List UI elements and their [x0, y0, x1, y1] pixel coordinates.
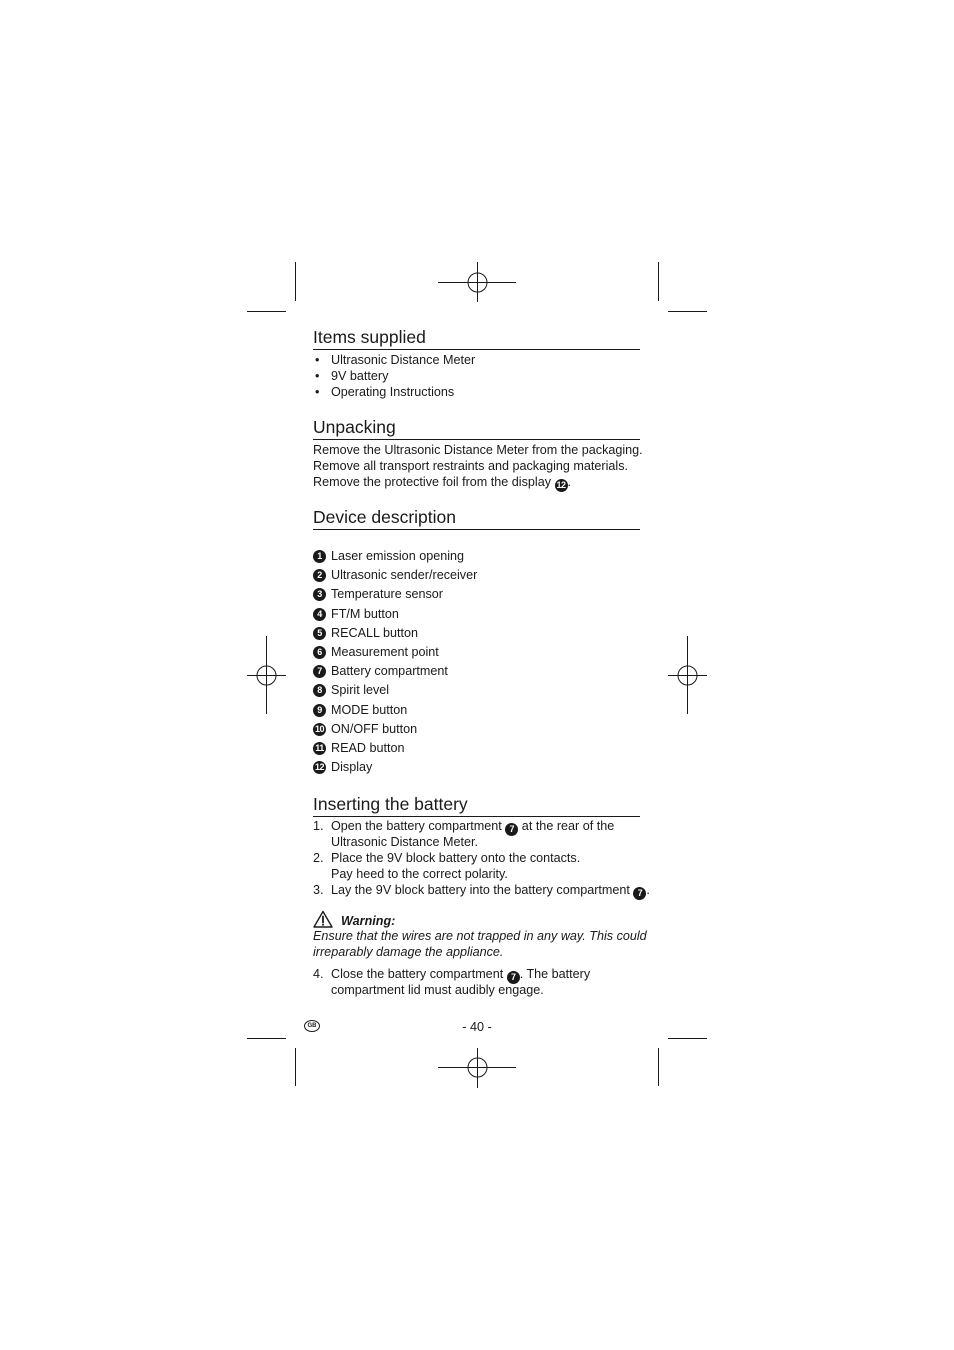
- part-label: Ultrasonic sender/receiver: [331, 568, 478, 583]
- items-supplied-list-block: [313, 352, 640, 400]
- list-item: [313, 739, 640, 758]
- step-3: [313, 882, 650, 898]
- step-text: . The battery: [519, 967, 591, 981]
- list-item: [313, 758, 640, 777]
- part-number-badge: 1: [313, 550, 326, 563]
- part-number-badge: 3: [313, 588, 326, 601]
- part-number-badge: 5: [313, 627, 326, 640]
- inserting-battery-heading: Inserting the battery: [313, 793, 640, 817]
- part-number-badge: 4: [313, 608, 326, 621]
- list-item: [313, 662, 640, 681]
- list-item: [313, 624, 640, 643]
- items-supplied-list: [313, 352, 640, 400]
- part-number-badge: 7: [313, 665, 326, 678]
- part-number-badge: 2: [313, 569, 326, 582]
- part-number-badge: 8: [313, 684, 326, 697]
- part-number-badge: 10: [314, 723, 324, 734]
- list-item: [313, 547, 640, 566]
- step-text: Place the 9V block battery onto the contacts.: [331, 851, 581, 865]
- warning-text-line: Ensure that the wires are not trapped in any way. This could: [313, 929, 647, 943]
- step-number: 4.: [313, 967, 324, 981]
- part-label: Measurement point: [331, 644, 439, 659]
- part-label: Display: [331, 760, 373, 775]
- part-label: MODE button: [331, 702, 408, 717]
- part-label: READ button: [331, 740, 405, 755]
- step-number: 2.: [313, 851, 324, 865]
- warning-text-line: irreparably damage the appliance.: [313, 945, 504, 959]
- step-text: Open the battery compartment: [331, 819, 506, 833]
- unpacking-heading: Unpacking: [313, 416, 640, 440]
- unpacking-line: Remove all transport restraints and packaging materials.: [313, 459, 628, 473]
- unpacking-line-text: Remove the protective foil from the display: [313, 475, 555, 489]
- part-number-badge: 9: [313, 704, 326, 717]
- list-item: [313, 701, 640, 720]
- step-text: at the rear of the: [518, 819, 615, 833]
- part-label: ON/OFF button: [331, 721, 418, 736]
- list-item: [313, 585, 640, 604]
- part-label: Spirit level: [331, 683, 390, 698]
- part-number-badge: 12: [314, 762, 324, 773]
- battery-compartment-reference-number: 7: [507, 971, 520, 984]
- warning-label: Warning:: [341, 914, 396, 928]
- list-item: [313, 720, 640, 739]
- page-number: - 40 -: [462, 1020, 492, 1034]
- list-item: • Operating Instructions: [313, 384, 640, 400]
- part-number-badge: 11: [313, 742, 326, 755]
- list-item: [313, 605, 640, 624]
- list-item: • 9V battery: [313, 368, 640, 384]
- part-label: FT/M button: [331, 606, 399, 621]
- unpacking-text: [313, 442, 643, 490]
- step-text: Ultrasonic Distance Meter.: [331, 835, 478, 849]
- battery-compartment-reference-number: 7: [633, 887, 646, 900]
- device-description-heading: Device description: [313, 506, 640, 530]
- step-text: compartment lid must audibly engage.: [331, 983, 544, 997]
- step-number: 3.: [313, 883, 324, 897]
- battery-compartment-reference-number: 7: [505, 823, 518, 836]
- list-item: [313, 681, 640, 700]
- step-2: [313, 850, 640, 882]
- list-item: • Ultrasonic Distance Meter: [313, 352, 640, 368]
- warning-block: [313, 906, 647, 960]
- step-text: .: [646, 883, 650, 897]
- unpacking-line-end: .: [567, 475, 571, 489]
- step-text: Lay the 9V block battery into the battery compartment: [331, 883, 634, 897]
- part-label: Battery compartment: [331, 664, 448, 679]
- warning-triangle-icon: [313, 910, 333, 928]
- list-item: [313, 643, 640, 662]
- part-label: RECALL button: [331, 625, 419, 640]
- part-number-badge: 6: [313, 646, 326, 659]
- inserting-battery-steps: [313, 818, 650, 898]
- items-supplied-heading: Items supplied: [313, 326, 640, 350]
- inserting-battery-step-4: [313, 966, 640, 998]
- warning-title: [313, 906, 640, 928]
- country-badge: GB: [304, 1020, 320, 1032]
- step-number: 1.: [313, 819, 324, 833]
- step-4: [313, 966, 640, 998]
- step-1: [313, 818, 640, 850]
- device-description-list: [313, 547, 640, 777]
- part-label: Laser emission opening: [331, 549, 465, 563]
- list-item: [313, 566, 640, 585]
- display-reference-number: 12: [556, 480, 566, 490]
- part-label: Temperature sensor: [331, 587, 443, 602]
- step-text: Close the battery compartment: [331, 967, 507, 981]
- unpacking-line: [313, 474, 640, 490]
- step-text: Pay heed to the correct polarity.: [331, 867, 508, 881]
- unpacking-line: Remove the Ultrasonic Distance Meter from the packaging.: [313, 443, 643, 457]
